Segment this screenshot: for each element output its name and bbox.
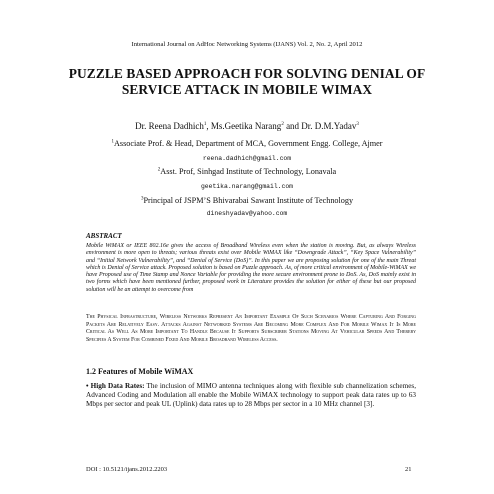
journal-header: International Journal on AdHoc Networking Systems (IJANS) Vol. 2, No. 2, April 2012 xyxy=(131,41,363,48)
keywords-paragraph: The Physical Infrastructure, Wireless Networks Represent An Important Example Of Such Scenarios Where Capturing And Forging Packets Are Relatively Easy. Attacks Against Networked Systems Are Becoming More Complex And For Mobile Wimax It Is More Critical As Well As More Important To Handle Because It Supports Subscriber Stations Moving At Vehicular Speeds And Thereby Specifies A System For Combined Fixed And Mobile Broadband Wireless Access. xyxy=(86,314,416,344)
author-line xyxy=(0,121,494,131)
author-3: and Dr. D.M.Yadav xyxy=(283,121,357,131)
doi-footer: DOI : 10.5121/ijans.2012.2203 xyxy=(86,466,168,473)
author-2-mark: 2 xyxy=(281,122,284,127)
affiliation-3-mark: 3 xyxy=(140,196,144,202)
author-1: Dr. Reena Dadhich xyxy=(135,121,204,131)
abstract-body: Mobile WiMAX or IEEE 802.16e gives the access of Broadband Wireless even when the station is moving. But, as always Wireless environment is more open to threats; various threats exist over Mobile WiMAX like “Downgrade Attack”, “Key Space Vulnerability” and “Initial Network Vulnerability”, and “Denial of Service (DoS)”. In this paper we are proposing solution for one of the main Threat which is Denial of Service attack. Proposed solution is based on Puzzle approach. As, of more critical environment of Mobile-WiMAX we have Proposed use of Time Stamp and Nonce Variable for providing the more secure environment prone to DoS. As, DoS mainly exist in two forms which have been mentioned further, proposed work in Literature provides the solution for either of these but our proposed solution will be an attempt to overcome from xyxy=(86,243,416,293)
author-1-mark: 1 xyxy=(203,122,207,127)
abstract-heading: ABSTRACT xyxy=(86,232,122,240)
affiliation-2-mark: 2 xyxy=(157,167,161,173)
affiliation-3-text: Principal of JSPM’S Bhivarabai Sawant Institute of Technology xyxy=(143,196,354,205)
feature-text: The inclusion of MIMO antenna techniques along with flexible sub channelization schemes, Advanced Coding and Modulation all enable the Mobile WiMAX technology to support peak data rates up to 63 Mbps per sector and peak UL (Uplink) data rates up to 28 Mbps per sector in a 10 MHz channel [3]. xyxy=(86,382,416,408)
affiliation-1-text: Associate Prof. & Head, Department of MCA, Government Engg. College, Ajmer xyxy=(113,139,383,148)
author-2: , Ms.Geetika Narang xyxy=(206,121,282,131)
email-2: geetika.narang@gmail.com xyxy=(200,183,294,190)
paper-title: PUZZLE BASED APPROACH FOR SOLVING DENIAL OF SERVICE ATTACK IN MOBILE WIMAX xyxy=(68,66,426,97)
affiliation-1 xyxy=(0,139,494,148)
author-3-mark: 3 xyxy=(356,122,359,127)
page-number: 21 xyxy=(405,466,412,473)
email-3: dineshyadav@yahoo.com xyxy=(206,210,288,217)
affiliation-2-text: Asst. Prof, Sinhgad Institute of Technology, Lonavala xyxy=(160,167,337,176)
feature-paragraph xyxy=(86,382,416,408)
affiliation-1-mark: 1 xyxy=(111,139,114,145)
affiliation-3 xyxy=(0,196,494,205)
affiliation-2 xyxy=(0,167,494,176)
feature-label: • High Data Rates: xyxy=(86,382,145,390)
section-heading: 1.2 Features of Mobile WiMAX xyxy=(86,367,194,376)
email-1: reena.dadhich@gmail.com xyxy=(202,155,292,162)
